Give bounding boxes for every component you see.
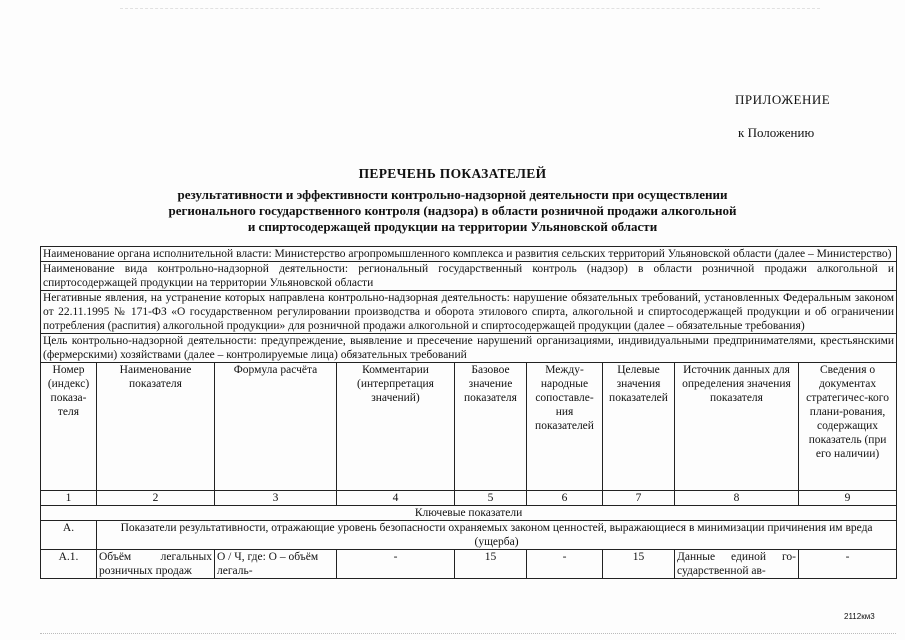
column-number: 5 xyxy=(455,491,527,506)
title-main: ПЕРЕЧЕНЬ ПОКАЗАТЕЛЕЙ xyxy=(358,166,547,181)
authority-text: Наименование органа исполнительной власти: Министерство агропромышленного комплекса и развития сельских территорий Ульяновской области (далее – Министерство) xyxy=(41,247,897,262)
column-header: Целевые значения показателей xyxy=(603,363,675,491)
info-row-negative xyxy=(41,291,897,334)
indicator-formula: О / Ч, где: О – объём легаль- xyxy=(215,550,337,579)
appendix-reference: к Положению xyxy=(738,125,815,140)
column-number: 3 xyxy=(215,491,337,506)
indicator-base-value: 15 xyxy=(455,550,527,579)
title-line-2: регионального государственного контроля (надзора) в области розничной продажи алкогольной xyxy=(168,203,737,218)
title-line-1: результативности и эффективности контрольно-надзорной деятельности при осуществлении xyxy=(177,187,728,202)
activity-type-text: Наименование вида контрольно-надзорной деятельности: региональный государственный контроль (надзор) в области розничной продажи алкогольной и спиртосодержащей продукции на территории Ульяновской области xyxy=(41,262,897,291)
group-index: А. xyxy=(41,521,97,550)
table-row xyxy=(41,550,897,579)
footer-code: 2112км3 xyxy=(844,612,875,621)
column-number: 1 xyxy=(41,491,97,506)
column-number: 7 xyxy=(603,491,675,506)
appendix-label: ПРИЛОЖЕНИЕ xyxy=(735,92,831,107)
group-row xyxy=(41,521,897,550)
scan-artifact xyxy=(40,633,896,636)
column-header: Наименование показателя xyxy=(97,363,215,491)
column-header: Формула расчёта xyxy=(215,363,337,491)
column-number: 4 xyxy=(337,491,455,506)
title-line-3: и спиртосодержащей продукции на территории Ульяновской области xyxy=(247,219,658,234)
scan-artifact xyxy=(120,8,820,13)
column-header: Номер (индекс) показа-теля xyxy=(41,363,97,491)
column-header: Комментарии (интерпретация значений) xyxy=(337,363,455,491)
column-number-row xyxy=(41,491,897,506)
indicator-intl-comparison: - xyxy=(527,550,603,579)
group-title: Показатели результативности, отражающие уровень безопасности охраняемых законом ценностей, выражающиеся в минимизации причинения им вреда (ущерба) xyxy=(97,521,897,550)
column-header-row xyxy=(41,363,897,491)
indicator-comments: - xyxy=(337,550,455,579)
document-title xyxy=(80,166,825,235)
info-row-authority xyxy=(41,247,897,262)
key-indicators-heading: Ключевые показатели xyxy=(41,506,897,521)
column-number: 2 xyxy=(97,491,215,506)
indicator-strategic-docs: - xyxy=(799,550,897,579)
indicators-table xyxy=(40,246,897,579)
indicator-data-source: Данные единой го-сударственной ав- xyxy=(675,550,799,579)
goal-text: Цель контрольно-надзорной деятельности: предупреждение, выявление и пресечение нарушений организациями, индивидуальными предпринимателями, крестьянскими (фермерскими) хозяйствами (далее – контролируемые лица) обязательных требований xyxy=(41,334,897,363)
indicator-name: Объём легальных розничных продаж xyxy=(97,550,215,579)
column-header: Сведения о документах стратегичес-кого плани-рования, содержащих показатель (при его наличии) xyxy=(799,363,897,491)
column-header: Базовое значение показателя xyxy=(455,363,527,491)
negative-phenomena-text: Негативные явления, на устранение которых направлена контрольно-надзорная деятельность: нарушение обязательных требований, установленных Федеральным законом от 22.11.1995 № 171-ФЗ «О государственном регулировании производства и оборота этилового спирта, алкогольной и спиртосодержащей продукции и об ограничении потребления (распития) алкогольной продукции» для розничной продажи алкогольной и спиртосодержащей продукции (далее – обязательные требования) xyxy=(41,291,897,334)
row-index: А.1. xyxy=(41,550,97,579)
column-number: 6 xyxy=(527,491,603,506)
info-row-activity xyxy=(41,262,897,291)
indicator-target-value: 15 xyxy=(603,550,675,579)
section-row xyxy=(41,506,897,521)
info-row-goal xyxy=(41,334,897,363)
column-number: 9 xyxy=(799,491,897,506)
column-number: 8 xyxy=(675,491,799,506)
column-header: Между-народные сопоставле-ния показателей xyxy=(527,363,603,491)
column-header: Источник данных для определения значения показателя xyxy=(675,363,799,491)
